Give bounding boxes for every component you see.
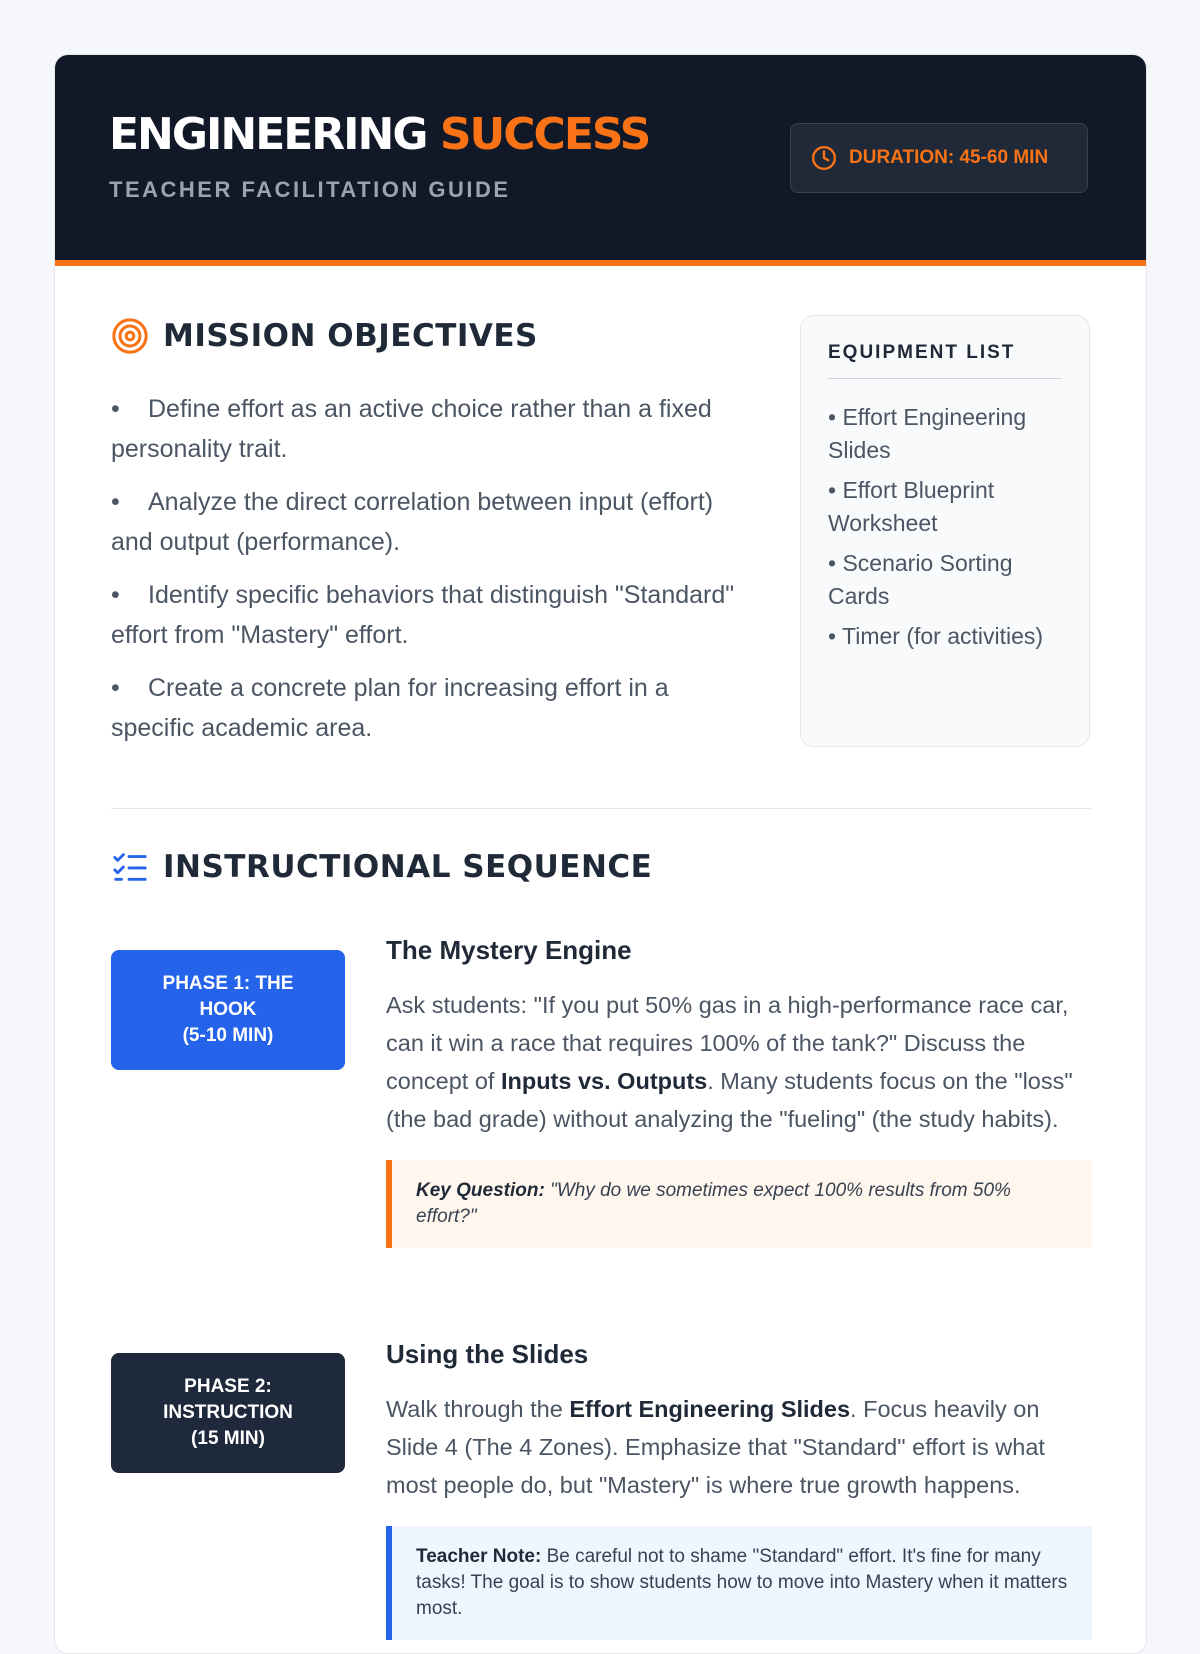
teacher-note-callout: Teacher Note: Be careful not to shame "Standard" effort. It's fine for many tasks! The goal is to show students how to move into Mastery when it matters most.: [386, 1526, 1092, 1640]
phase-badge-label: PHASE 2: INSTRUCTION (15 MIN): [163, 1376, 293, 1449]
phase-title: The Mystery Engine: [386, 935, 632, 965]
phase-badge-label: PHASE 1: THE HOOK (5-10 MIN): [162, 973, 294, 1046]
phase-1-badge: [111, 950, 345, 1070]
key-question-callout: Key Question: "Why do we sometimes expect 100% results from 50% effort?": [386, 1160, 1092, 1248]
sequence-heading: [111, 848, 652, 886]
title-accent: SUCCESS: [439, 109, 650, 160]
objectives-title: MISSION OBJECTIVES: [163, 318, 538, 354]
page-title: [109, 109, 649, 160]
duration-text: DURATION: 45-60 MIN: [849, 147, 1049, 168]
clock-icon: [811, 145, 837, 171]
list-item: • Define effort as an active choice rather than a fixed personality trait.: [111, 395, 712, 463]
target-icon: [111, 317, 149, 355]
objectives-heading: [111, 317, 538, 355]
list-item: • Create a concrete plan for increasing effort in a specific academic area.: [111, 674, 669, 742]
list-item: • Scenario Sorting Cards: [828, 550, 1013, 609]
guide-card: [54, 54, 1147, 1654]
list-item: • Timer (for activities): [828, 623, 1044, 649]
equipment-list: [828, 401, 1062, 653]
phase-title: Using the Slides: [386, 1339, 589, 1369]
checklist-icon: [111, 848, 149, 886]
phase-2-content: [386, 1339, 1092, 1640]
header: [55, 55, 1146, 266]
list-item: • Effort Engineering Slides: [828, 404, 1027, 463]
phase-1-content: [386, 935, 1092, 1248]
sequence-title: INSTRUCTIONAL SEQUENCE: [163, 849, 653, 885]
section-divider: [111, 808, 1091, 809]
list-item: • Analyze the direct correlation between input (effort) and output (performance).: [111, 488, 714, 556]
list-item: • Effort Blueprint Worksheet: [828, 477, 995, 536]
phase-2-badge: [111, 1353, 345, 1473]
equipment-panel: [800, 315, 1090, 747]
phase-description: Ask students: "If you put 50% gas in a high-performance race car, can it win a race that requires 100% of the tank?" Discuss the concept of Inputs vs. Outputs. Many students focus on the "loss" (the bad grade) without analyzing the "fueling" (the study habits).: [386, 992, 1073, 1132]
title-main: ENGINEERING: [109, 109, 427, 160]
list-item: • Identify specific behaviors that distinguish "Standard" effort from "Mastery" effort.: [111, 581, 735, 649]
equipment-title: EQUIPMENT LIST: [828, 342, 1062, 379]
duration-badge: [790, 123, 1088, 193]
phase-description: Walk through the Effort Engineering Slides. Focus heavily on Slide 4 (The 4 Zones). Emphasize that "Standard" effort is what most people do, but "Mastery" is where true growth happens.: [386, 1396, 1045, 1498]
page-subtitle: TEACHER FACILITATION GUIDE: [109, 177, 511, 202]
objectives-list: [111, 389, 751, 761]
